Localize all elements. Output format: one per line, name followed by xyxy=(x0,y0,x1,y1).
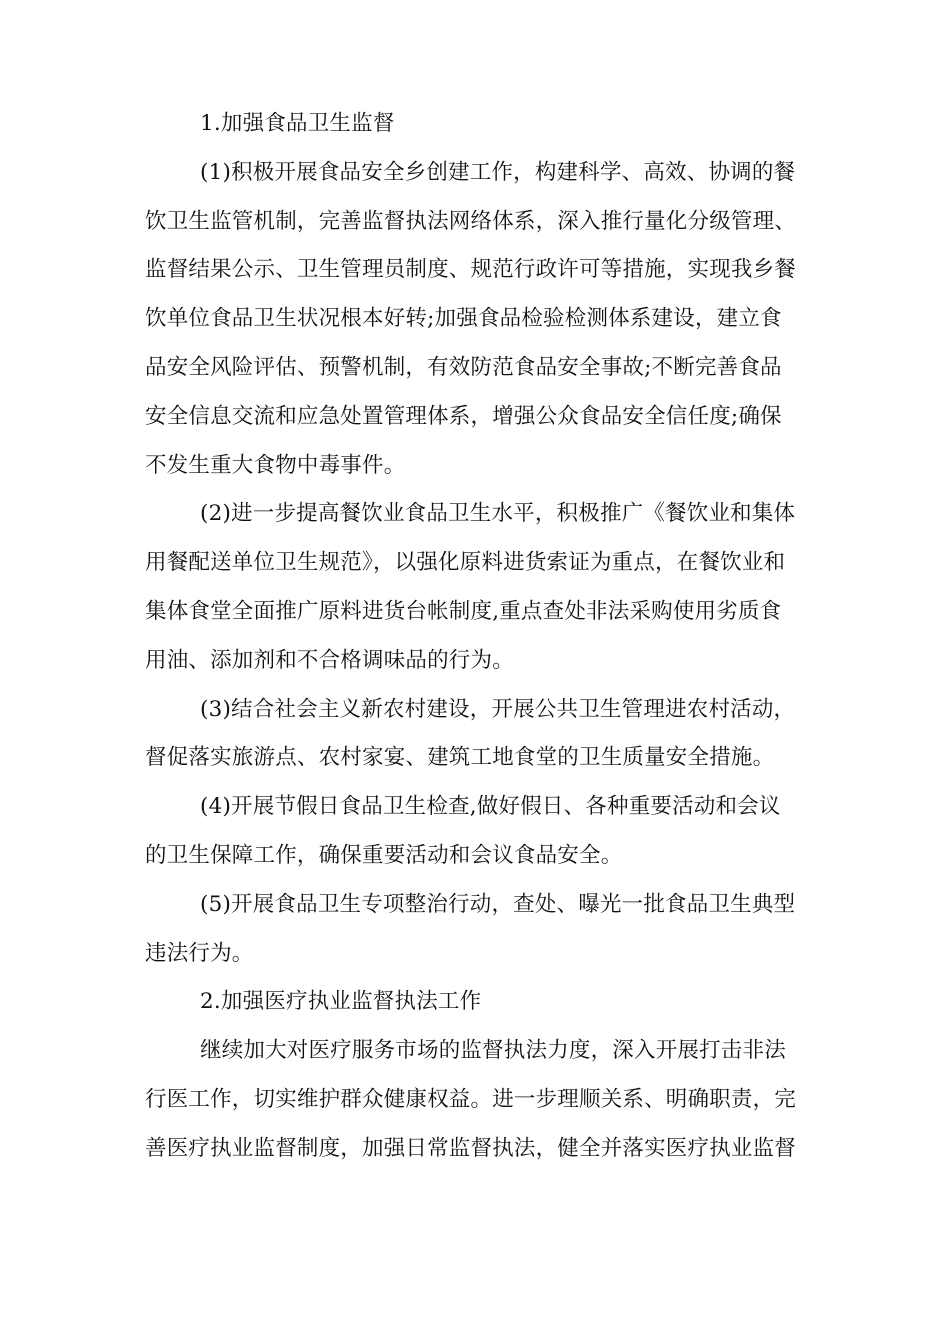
paragraph-line: 不发生重大食物中毒事件。 xyxy=(145,452,406,478)
paragraph-line: (4)开展节假日食品卫生检查,做好假日、各种重要活动和会议 xyxy=(200,794,781,820)
paragraph-line: 继续加大对医疗服务市场的监督执法力度，深入开展打击非法 xyxy=(200,1038,786,1064)
paragraph-line: 督促落实旅游点、农村家宴、建筑工地食堂的卫生质量安全措施。 xyxy=(145,745,775,771)
paragraph-line: (1)积极开展食品安全乡创建工作，构建科学、高效、协调的餐 xyxy=(200,159,796,185)
paragraph-line: 集体食堂全面推广原料进货台帐制度,重点查处非法采购使用劣质食 xyxy=(145,598,782,624)
document-body xyxy=(145,100,815,1174)
paragraph-line: 善医疗执业监督制度，加强日常监督执法，健全并落实医疗执业监督 xyxy=(145,1135,797,1161)
paragraph-line: 行医工作，切实维护群众健康权益。进一步理顺关系、明确职责，完 xyxy=(145,1086,797,1112)
paragraph-line: 监督结果公示、卫生管理员制度、规范行政许可等措施，实现我乡餐 xyxy=(145,257,797,283)
paragraph-line: 饮卫生监管机制，完善监督执法网络体系，深入推行量化分级管理、 xyxy=(145,208,797,234)
paragraph-line: 用餐配送单位卫生规范》，以强化原料进货索证为重点，在餐饮业和 xyxy=(145,550,786,576)
paragraph-line: (3)结合社会主义新农村建设，开展公共卫生管理进农村活动， xyxy=(200,696,796,722)
paragraph-line: 安全信息交流和应急处置管理体系，增强公众食品安全信任度;确保 xyxy=(145,403,782,429)
paragraph-line: (2)进一步提高餐饮业食品卫生水平，积极推广《餐饮业和集体 xyxy=(200,501,796,527)
paragraph-line: 的卫生保障工作，确保重要活动和会议食品安全。 xyxy=(145,842,623,868)
section-heading-medical-supervision: 2.加强医疗执业监督执法工作 xyxy=(200,989,482,1015)
paragraph-line: 饮单位食品卫生状况根本好转;加强食品检验检测体系建设，建立食 xyxy=(145,306,782,332)
paragraph-line: 品安全风险评估、预警机制，有效防范食品安全事故;不断完善食品 xyxy=(145,354,782,380)
section-heading-food-hygiene: 1.加强食品卫生监督 xyxy=(200,111,395,136)
paragraph-line: 用油、添加剂和不合格调味品的行为。 xyxy=(145,647,514,673)
paragraph-line: (5)开展食品卫生专项整治行动，查处、曝光一批食品卫生典型 xyxy=(200,891,796,917)
paragraph-line: 违法行为。 xyxy=(145,940,254,966)
